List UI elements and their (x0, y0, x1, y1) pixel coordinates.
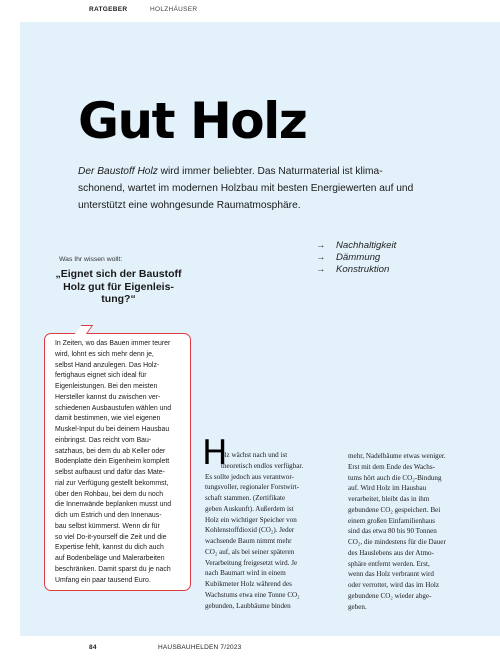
question-line: „Eignet sich der Baustoff (55, 268, 182, 280)
answer-text (55, 339, 185, 586)
text-line: geben. (348, 602, 367, 611)
text-line: Verarbeitung freigesetzt wird. Je (205, 558, 298, 567)
text-line: wenn das Holz verbrannt wird (348, 570, 434, 579)
text-line: so viel Do-it-yourself die Zeit und die (55, 533, 167, 541)
text-line: über den Rohbau, bei dem du noch (55, 490, 164, 498)
reader-question (51, 268, 186, 306)
text-line: beschränken. Damit sparst du je nach (55, 565, 171, 573)
topic-item: → Konstruktion (316, 264, 390, 275)
what-you-want-to-know-label: Was Ihr wissen wollt: (59, 256, 123, 263)
article-title: Gut Holz (78, 92, 307, 150)
subsection-label: HOLZHÄUSER (150, 6, 198, 13)
text-line: einbringst. Das reicht vom Bau- (55, 436, 152, 444)
text-line: dich um Estrich und den Innenaus- (55, 512, 162, 519)
dropcap: H (202, 433, 228, 473)
text-line: Wachstums etwa eine Tonne CO₂ (205, 590, 300, 599)
text-line: tums hört auch die CO₂-Bindung (348, 473, 442, 482)
text-line: gebundene CO₂ wieder abge- (348, 591, 432, 600)
text-line: Holz ein wichtiger Speicher von (205, 515, 297, 524)
section-label: RATGEBER (89, 6, 128, 13)
text-line: Bodenplatte dein Eigenheim komplett (55, 458, 170, 466)
arrow-right-icon: → (316, 264, 326, 275)
topic-item: → Nachhaltigkeit (316, 240, 397, 251)
text-line: mehr, Nadelbäume etwas weniger. (348, 452, 446, 460)
arrow-right-icon: → (316, 240, 326, 251)
magazine-issue: HAUSBAUHELDEN 7/2023 (158, 644, 242, 651)
text-line: theoretisch endlos verfügbar. (221, 461, 304, 470)
text-line: Es sollte jedoch aus verantwor- (205, 472, 294, 481)
text-line: wachsende Baum nimmt mehr (205, 537, 292, 545)
text-line: Kohlenstoffdioxid (CO₂). Jeder (205, 526, 295, 535)
article-lead (78, 163, 418, 214)
text-line: Expertise fehlt, kannst du dich auch (55, 544, 164, 552)
text-line: des Hauslebens aus der Atmo- (348, 548, 434, 557)
text-line: nach Baumart wird in einem (205, 569, 286, 578)
text-line: oder verrottet, wird das im Holz (348, 581, 440, 589)
text-line: rial zur Verfügung gestellt bekommst, (55, 479, 169, 487)
question-line: Holz gut für Eigenleis- (63, 280, 174, 293)
text-line: damit bestimmen, wie viel eigenen (55, 415, 161, 423)
text-line: tungsvoller, regionaler Forstwirt- (205, 483, 300, 492)
lead-text: wird immer beliebter. Das Naturmaterial ist klimaschonend, wartet im modernen Holzbau mit besten Energiewerten auf und unterstützt eine wohngesunde Raumatmosphäre. (78, 166, 414, 211)
body-column-2 (348, 451, 446, 612)
text-line: gebunden, Laubbäume binden (205, 601, 291, 610)
text-line: In Zeiten, wo das Bauen immer teurer (55, 340, 171, 347)
text-line: auf. Wird Holz im Hausbau (348, 484, 427, 493)
arrow-right-icon: → (316, 252, 326, 263)
question-line: tung?“ (101, 293, 136, 305)
text-line: gebundene CO₂ gespeichert. Bei (348, 505, 441, 514)
body-column-1 (205, 450, 303, 611)
text-line: Muskel-Input du bei deinem Hausbau (55, 426, 170, 433)
text-line: sind das etwa 80 bis 90 Tonnen (348, 527, 437, 536)
text-line: fertighaus eignet sich ideal für (55, 372, 147, 380)
text-line: wird, lohnt es sich mehr denn je, (55, 350, 154, 358)
text-line: geben Auskunft). Außerdem ist (205, 504, 294, 513)
text-line: einem großen Einfamilienhaus (348, 516, 436, 525)
text-line: Eigenleistungen. Bei den meisten (55, 383, 158, 390)
text-line: selbst aufbaust und dafür das Mate- (55, 469, 165, 476)
text-line: sphäre entfernt werden. Erst, (348, 559, 430, 568)
text-line: selbst Hand anzulegen. Das Holz- (55, 361, 160, 369)
page-number: 84 (89, 644, 97, 651)
text-line: Hersteller kannst du zwischen ver- (55, 393, 161, 401)
text-line: Umfang ein paar tausend Euro. (55, 576, 151, 584)
text-line: CO₂ auf, als bei seiner späteren (205, 547, 295, 556)
text-line: schaft stammen. (Zertifikate (205, 494, 286, 502)
text-line: auf Bodenbeläge und Malerarbeiten (55, 555, 165, 562)
lead-italic: Der Baustoff Holz (78, 166, 158, 177)
text-line: satzhaus, bei dem du ab Keller oder (55, 447, 166, 455)
text-line: bau selbst kümmerst. Wenn dir für (55, 522, 160, 530)
text-line: Erst mit dem Ende des Wachs- (348, 462, 435, 471)
text-line: verarbeitet, bleibt das in ihm (348, 495, 430, 503)
text-line: Kubikmeter Holz während des (205, 580, 292, 588)
topic-item: → Dämmung (316, 252, 381, 263)
text-line: die Innenwände beplanken musst und (55, 501, 172, 509)
text-line: olz wächst nach und ist (221, 451, 288, 459)
text-line: schiedenen Ausbaustufen wählen und (55, 404, 172, 412)
text-line: CO₂, die mindestens für die Dauer (348, 538, 446, 546)
topic-list (316, 240, 396, 276)
